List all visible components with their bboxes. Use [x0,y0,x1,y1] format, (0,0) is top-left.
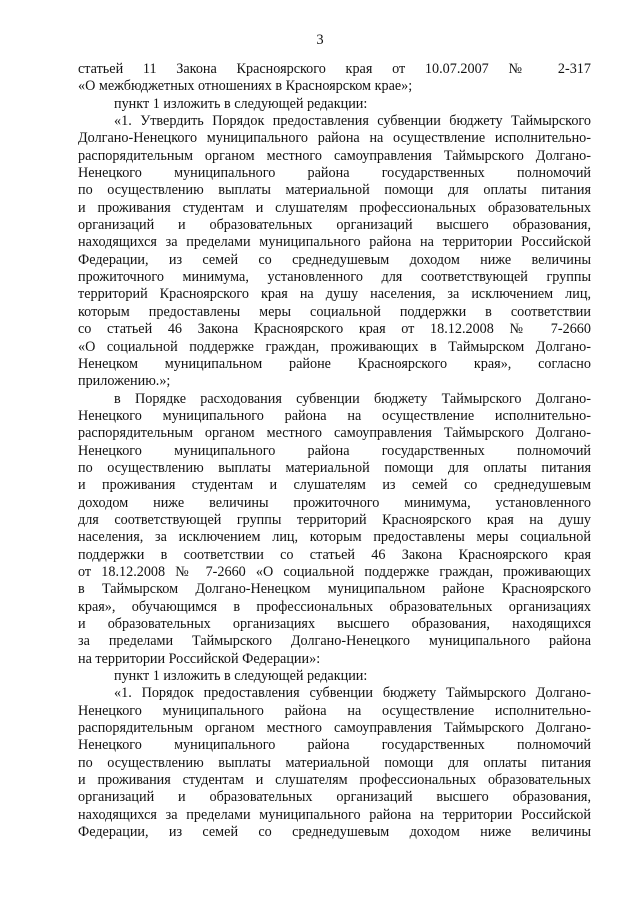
text-line: Ненецкого муниципального района государственных полномочий [78,165,591,182]
text-line: «О социальной поддержке граждан, проживающих в Таймырском Долгано- [78,338,591,355]
text-line: и проживания студентам и слушателям из семей со среднедушевым [78,477,591,494]
text-line: на территории Российской Федерации»: [78,650,321,667]
text-line: организаций и образовательных организаций высшего образования, [78,789,591,806]
text-line: распорядительным органом местного самоуправления Таймырского Долгано- [78,147,591,164]
text-line: пункт 1 изложить в следующей редакции: [114,668,368,685]
text-line: и проживания студентам и слушателям профессиональных образовательных [78,199,591,216]
text-line: и образовательных организациях высшего образования, находящихся [78,616,591,632]
text-line: для соответствующей группы территорий Красноярского края на душу [78,511,591,528]
text-line: которым предоставлены меры социальной поддержки в соответствии [78,303,591,320]
text-line: со статьей 46 Закона Красноярского края от 18.12.2008 № 7-2660 [78,321,591,338]
text-line: Ненецкого муниципального района государственных полномочий [78,442,591,459]
text-line: в Таймырском Долгано-Ненецком муниципальном районе Красноярского [78,581,591,598]
text-line: за пределами Таймырского Долгано-Ненецкого муниципального района [78,633,591,650]
text-line: Федерации, из семей со среднедушевым доходом ниже величины [78,824,591,841]
text-line: по осуществлению выплаты материальной помощи для оплаты питания [78,754,591,771]
text-line: территорий Красноярского края на душу населения, за исключением лиц, [78,286,591,303]
text-line: поддержки в соответствии со статьей 46 Закона Красноярского края [78,546,591,563]
text-line: Ненецкого муниципального района на осуществление исполнительно- [78,702,591,719]
text-line: организаций и образовательных организаций высшего образования, [78,217,591,234]
text-line: и проживания студентам и слушателям профессиональных образовательных [78,772,591,789]
text-line: по осуществлению выплаты материальной помощи для оплаты питания [78,459,591,476]
text-line: пункт 1 изложить в следующей редакции: [114,95,368,112]
text-line: прожиточного минимума, установленного для соответствующей группы [78,269,591,286]
page-number: 3 [316,32,324,48]
text-line: «1. Утвердить Порядок предоставления субвенции бюджету Таймырского [114,113,591,130]
text-line: Ненецкого муниципального района на осуществление исполнительно- [78,407,591,424]
text-line: края», обучающимся в профессиональных образовательных организациях [78,598,591,615]
text-line: распорядительным органом местного самоуправления Таймырского Долгано- [78,425,591,442]
text-line: от 18.12.2008 № 7-2660 «О социальной поддержке граждан, проживающих [78,563,591,580]
text-line: в Порядке расходования субвенции бюджету Таймырского Долгано- [114,390,591,407]
text-line: Ненецком муниципальном районе Красноярского края», согласно [78,355,591,372]
text-line: приложению.»; [78,373,171,390]
document-body [78,61,591,841]
text-line: «1. Порядок предоставления субвенции бюджету Таймырского Долгано- [114,685,591,702]
text-line: доходом ниже величины прожиточного минимума, установленного [78,494,591,511]
text-line: по осуществлению выплаты материальной помощи для оплаты питания [78,182,591,199]
text-line: статьей 11 Закона Красноярского края от 10.07.2007 № 2-317 [78,61,591,77]
text-line: населения, за исключением лиц, которым предоставлены меры социальной [78,529,591,546]
text-line: «О межбюджетных отношениях в Красноярском крае»; [78,78,413,95]
text-line: Федерации, из семей со среднедушевым доходом ниже величины [78,251,591,268]
text-line: Ненецкого муниципального района государственных полномочий [78,737,591,754]
text-line: распорядительным органом местного самоуправления Таймырского Долгано- [78,720,591,737]
text-line: находящихся за пределами муниципального района на территории Российской [78,234,591,251]
text-line: находящихся за пределами муниципального района на территории Российской [78,806,591,823]
text-line: Долгано-Ненецкого муниципального района на осуществление исполнительно- [78,130,591,147]
